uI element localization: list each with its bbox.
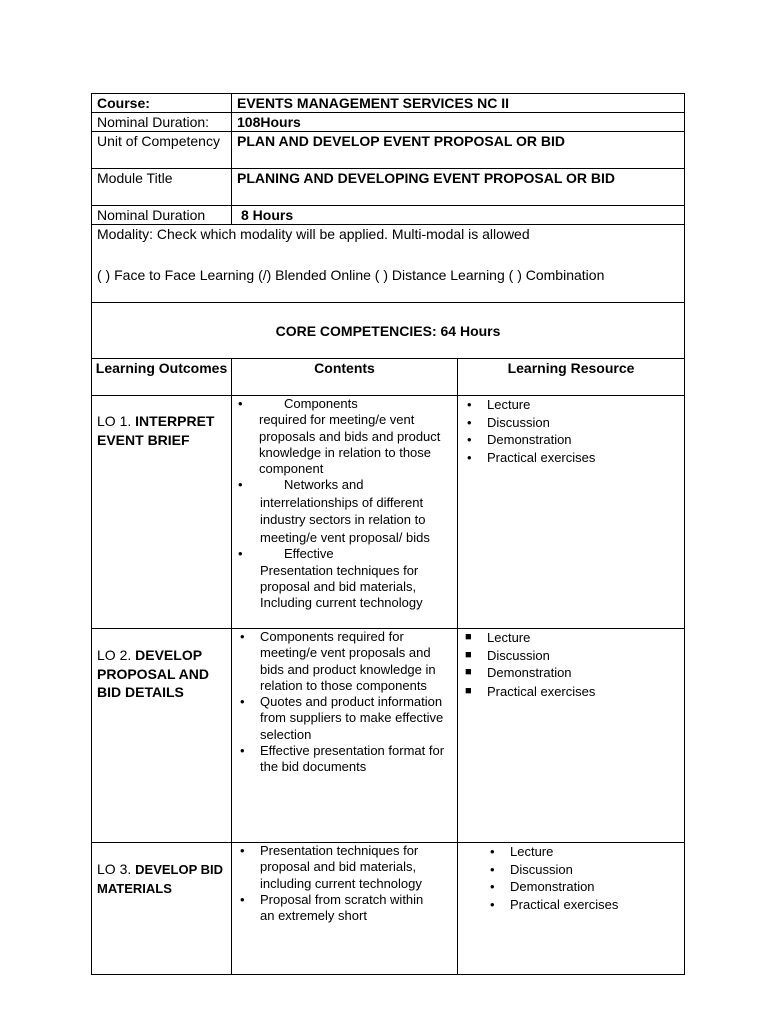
lo3-contents-cell <box>232 843 458 975</box>
lo1-content-item: Presentation techniques for proposal and bid materials, Including current technology <box>260 562 423 611</box>
modality-row <box>92 225 685 303</box>
modality-instruction: Modality: Check which modality will be applied. Multi-modal is allowed <box>97 226 530 242</box>
course-row <box>92 94 685 113</box>
lo1-resource-item: • Practical exercises <box>463 449 684 467</box>
column-header-row <box>92 359 685 396</box>
lo3-content-item: • Proposal from scratch within an extremely short <box>236 892 437 925</box>
lo1-contents-list <box>260 396 457 611</box>
modality-options: ( ) Face to Face Learning (/) Blended Online ( ) Distance Learning ( ) Combination <box>97 267 605 283</box>
nominal-duration-value: 108Hours <box>232 113 685 132</box>
lo3-title: DEVELOP BID MATERIALS <box>97 862 224 896</box>
lo1-content-item: • Components <box>260 396 358 411</box>
lo1-title: INTERPRET EVENT BRIEF <box>97 413 215 448</box>
nominal-duration-label: Nominal Duration: <box>92 113 232 132</box>
lo3-prefix: LO 3. <box>97 861 132 877</box>
course-table <box>91 93 685 975</box>
lo3-resource-item: • Practical exercises <box>486 896 684 914</box>
lo3-cell <box>92 843 232 975</box>
module-value: PLANING AND DEVELOPING EVENT PROPOSAL OR BID <box>232 169 685 206</box>
unit-row <box>92 132 685 169</box>
lo2-title: DEVELOP PROPOSAL AND BID DETAILS <box>97 647 210 700</box>
lo2-resources-cell <box>458 629 685 843</box>
lo3-resource-item: • Lecture <box>486 843 684 861</box>
core-competencies-row <box>92 303 685 359</box>
duration-value: 8 Hours <box>232 206 685 225</box>
lo2-content-item: • Components required for meeting/e vent proposals and bids and product knowledge in relation to those components <box>236 629 457 694</box>
lo2-row <box>92 629 685 843</box>
lo2-resources-list <box>463 629 684 701</box>
lo1-cell <box>92 396 232 629</box>
lo3-resource-item: • Discussion <box>486 861 684 879</box>
lo1-row <box>92 396 685 629</box>
lo1-resource-item: • Lecture <box>463 396 684 414</box>
course-document <box>91 93 684 975</box>
lo1-content-item: • Effective <box>260 546 334 561</box>
lo1-resources-cell <box>458 396 685 629</box>
module-row <box>92 169 685 206</box>
lo3-row <box>92 843 685 975</box>
lo3-resource-item: • Demonstration <box>486 878 684 896</box>
lo2-content-item: • Quotes and product information from suppliers to make effective selection <box>236 694 457 743</box>
lo2-prefix: LO 2. <box>97 647 132 663</box>
module-label: Module Title <box>92 169 232 206</box>
lo1-resource-item: • Discussion <box>463 414 684 432</box>
course-value: EVENTS MANAGEMENT SERVICES NC II <box>232 94 685 113</box>
duration-row <box>92 206 685 225</box>
lo2-resource-item: ■ Lecture <box>463 629 684 647</box>
lo2-cell <box>92 629 232 843</box>
contents-header: Contents <box>232 359 458 396</box>
lo3-content-item: • Presentation techniques for proposal and bid materials, including current technology <box>236 843 437 892</box>
lo3-contents-list <box>236 843 437 924</box>
lo2-resource-item: ■ Discussion <box>463 647 684 665</box>
resources-header: Learning Resource <box>458 359 685 396</box>
lo2-resource-item: ■ Demonstration <box>463 664 684 682</box>
lo1-content-item: interrelationships of different industry sectors in relation to meeting/e vent proposal/ bids <box>260 494 430 545</box>
unit-label: Unit of Competency <box>92 132 232 169</box>
duration-label: Nominal Duration <box>92 206 232 225</box>
lo2-contents-cell <box>232 629 458 843</box>
nominal-duration-row <box>92 113 685 132</box>
lo1-content-item: • Networks and <box>260 477 363 492</box>
lo1-prefix: LO 1. <box>97 413 132 429</box>
outcomes-header: Learning Outcomes <box>92 359 232 396</box>
lo3-resources-cell <box>458 843 685 975</box>
lo1-contents-cell <box>232 396 458 629</box>
unit-value: PLAN AND DEVELOP EVENT PROPOSAL OR BID <box>232 132 685 169</box>
lo1-resources-list <box>463 396 684 466</box>
lo1-resource-item: • Demonstration <box>463 431 684 449</box>
lo2-contents-list <box>236 629 457 776</box>
lo3-resources-list <box>486 843 684 913</box>
lo2-content-item: • Effective presentation format for the bid documents <box>236 743 457 776</box>
lo2-resource-item: ■ Practical exercises <box>463 682 684 701</box>
course-label: Course: <box>92 94 232 113</box>
core-competencies-title: CORE COMPETENCIES: 64 Hours <box>92 303 685 359</box>
lo1-content-item: required for meeting/e vent proposals and bids and product knowledge in relation to those component <box>259 412 441 477</box>
modality-cell <box>92 225 685 303</box>
